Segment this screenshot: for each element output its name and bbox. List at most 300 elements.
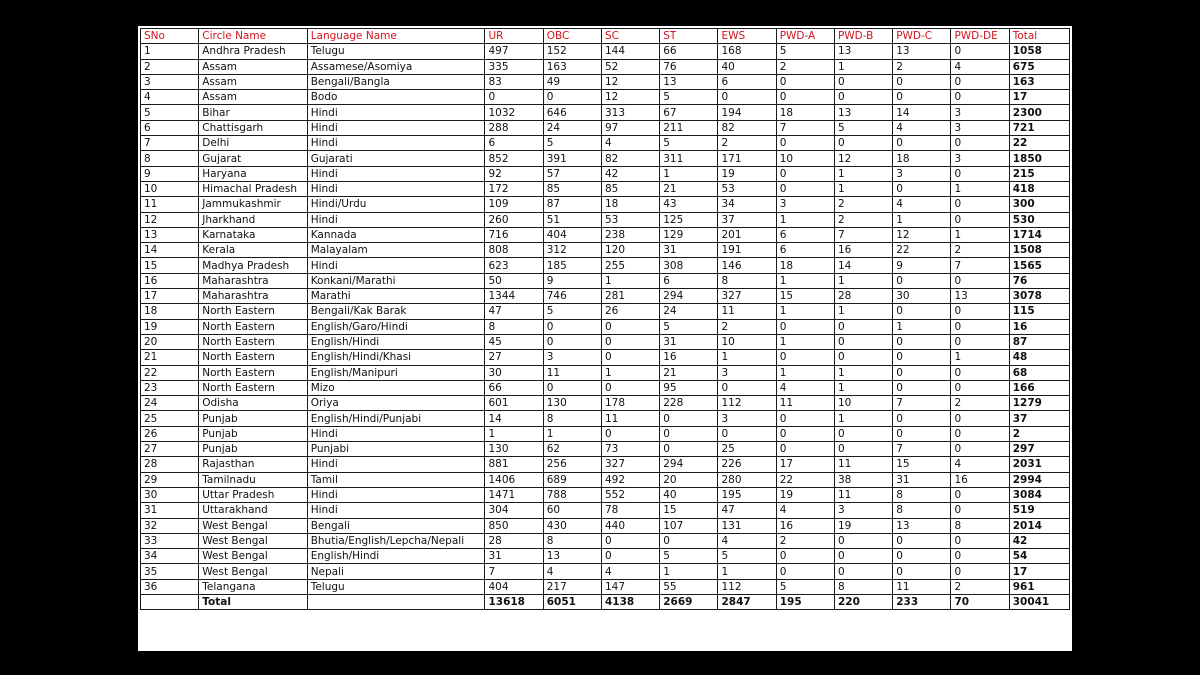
table-cell: 1344 [485,289,543,304]
table-cell: 5 [834,120,892,135]
table-cell: 327 [601,457,659,472]
table-cell: 2 [834,212,892,227]
table-row [141,350,1070,365]
table-cell: 125 [660,212,718,227]
table-cell: Bengali/Bangla [307,74,485,89]
table-body [141,44,1070,610]
table-cell: 0 [776,74,834,89]
table-cell: 37 [718,212,776,227]
table-cell: 85 [601,181,659,196]
table-cell: Bihar [199,105,307,120]
table-cell: 313 [601,105,659,120]
table-cell: 1 [834,59,892,74]
total-cell: 70 [951,594,1009,609]
column-header: SC [601,29,659,44]
table-cell: 297 [1009,442,1069,457]
table-cell: 211 [660,120,718,135]
table-cell: 2 [776,533,834,548]
table-cell: 2 [893,59,951,74]
table-cell: 0 [834,350,892,365]
column-header: PWD-B [834,29,892,44]
table-cell: 0 [776,426,834,441]
table-cell: 21 [141,350,199,365]
table-cell: 9 [893,258,951,273]
table-cell: 0 [660,442,718,457]
table-cell: 0 [601,533,659,548]
table-cell: 8 [141,151,199,166]
table-cell: 201 [718,227,776,242]
table-cell: 14 [893,105,951,120]
column-header: EWS [718,29,776,44]
table-cell: 152 [543,44,601,59]
table-cell: 171 [718,151,776,166]
table-cell: 11 [834,487,892,502]
table-cell: 55 [660,579,718,594]
table-cell: 404 [543,227,601,242]
table-cell: 13 [893,44,951,59]
table-cell: 6 [485,136,543,151]
table-cell: 12 [141,212,199,227]
table-cell: 1471 [485,487,543,502]
table-row [141,549,1070,564]
table-cell: 33 [141,533,199,548]
table-row [141,212,1070,227]
table-cell: 215 [1009,166,1069,181]
table-cell: 25 [718,442,776,457]
table-cell: 0 [543,380,601,395]
table-cell: English/Hindi [307,334,485,349]
table-cell: 16 [141,273,199,288]
table-cell: 327 [718,289,776,304]
table-cell: 0 [834,549,892,564]
table-cell: 961 [1009,579,1069,594]
table-cell: Gujarati [307,151,485,166]
table-cell: 0 [951,564,1009,579]
table-cell: 430 [543,518,601,533]
table-cell: 2 [951,579,1009,594]
table-cell: Hindi [307,166,485,181]
table-row [141,258,1070,273]
table-cell: 0 [951,136,1009,151]
table-cell: 53 [718,181,776,196]
table-row [141,90,1070,105]
table-cell: Odisha [199,396,307,411]
document-sheet [138,26,1072,651]
table-cell: 17 [776,457,834,472]
table-cell: 7 [485,564,543,579]
table-cell: 675 [1009,59,1069,74]
table-cell: 0 [834,90,892,105]
table-cell: 163 [1009,74,1069,89]
table-cell: 23 [141,380,199,395]
table-row [141,273,1070,288]
table-cell: 11 [601,411,659,426]
table-row [141,396,1070,411]
table-cell: 1 [834,166,892,181]
table-cell: 31 [485,549,543,564]
column-header: UR [485,29,543,44]
table-row [141,74,1070,89]
table-cell: English/Garo/Hindi [307,319,485,334]
table-cell: 168 [718,44,776,59]
table-cell: Hindi [307,426,485,441]
total-cell: Total [199,594,307,609]
table-cell: 31 [893,472,951,487]
column-header: Total [1009,29,1069,44]
table-cell: 881 [485,457,543,472]
table-cell: 82 [601,151,659,166]
table-row [141,503,1070,518]
table-cell: 238 [601,227,659,242]
table-cell: 109 [485,197,543,212]
table-cell: 0 [776,181,834,196]
table-cell: 0 [776,549,834,564]
table-cell: 3078 [1009,289,1069,304]
table-cell: 1406 [485,472,543,487]
table-header [141,29,1070,44]
table-cell: Telugu [307,579,485,594]
table-cell: 0 [951,74,1009,89]
table-cell: 2031 [1009,457,1069,472]
table-cell: 1 [893,319,951,334]
table-cell: 28 [485,533,543,548]
table-cell: 1 [601,273,659,288]
table-cell: 31 [660,334,718,349]
table-cell: Hindi [307,120,485,135]
table-cell: 788 [543,487,601,502]
table-cell: Nepali [307,564,485,579]
table-cell: 1 [141,44,199,59]
table-cell: 6 [776,227,834,242]
table-cell: 1 [776,365,834,380]
table-cell: 0 [834,136,892,151]
table-cell: 22 [1009,136,1069,151]
table-cell: 178 [601,396,659,411]
table-cell: 97 [601,120,659,135]
table-cell: 43 [660,197,718,212]
table-cell: 16 [776,518,834,533]
table-cell: 24 [543,120,601,135]
table-cell: 0 [951,487,1009,502]
table-cell: Mizo [307,380,485,395]
table-cell: 8 [718,273,776,288]
table-cell: 308 [660,258,718,273]
table-cell: Telugu [307,44,485,59]
table-cell: 15 [776,289,834,304]
table-cell: 13 [893,518,951,533]
table-cell: 3 [718,365,776,380]
table-cell: 13 [141,227,199,242]
table-cell: Bengali/Kak Barak [307,304,485,319]
table-cell: 17 [141,289,199,304]
vacancy-table [140,28,1070,610]
total-cell: 13618 [485,594,543,609]
table-row [141,181,1070,196]
table-cell: Hindi [307,487,485,502]
table-cell: 15 [141,258,199,273]
table-cell: 166 [1009,380,1069,395]
column-header: OBC [543,29,601,44]
table-cell: Assam [199,59,307,74]
table-cell: 76 [660,59,718,74]
table-cell: 82 [718,120,776,135]
table-cell: 0 [718,380,776,395]
table-cell: 8 [893,503,951,518]
table-cell: 808 [485,243,543,258]
table-cell: Hindi [307,105,485,120]
table-cell: 0 [776,442,834,457]
table-cell: 0 [951,334,1009,349]
table-cell: Bhutia/English/Lepcha/Nepali [307,533,485,548]
table-cell: 0 [951,380,1009,395]
table-cell: 2 [951,396,1009,411]
table-cell: Karnataka [199,227,307,242]
table-row [141,44,1070,59]
table-cell: 1 [951,227,1009,242]
table-cell: 5 [718,549,776,564]
table-cell: 4 [601,136,659,151]
table-cell: 0 [718,426,776,441]
table-cell: 57 [543,166,601,181]
table-cell: 0 [951,304,1009,319]
table-cell: 18 [141,304,199,319]
table-cell: 1 [485,426,543,441]
table-cell: 36 [141,579,199,594]
table-cell: 226 [718,457,776,472]
table-cell: 8 [543,533,601,548]
table-cell: 300 [1009,197,1069,212]
table-cell: Madhya Pradesh [199,258,307,273]
table-cell: 14 [485,411,543,426]
table-cell: 3 [834,503,892,518]
table-cell: 21 [660,181,718,196]
table-cell: 0 [834,442,892,457]
table-cell: Chattisgarh [199,120,307,135]
table-cell: 194 [718,105,776,120]
table-row [141,426,1070,441]
table-cell: 0 [951,319,1009,334]
table-row [141,197,1070,212]
table-cell: North Eastern [199,350,307,365]
table-cell: 0 [776,166,834,181]
table-cell: 0 [893,533,951,548]
table-cell: 0 [776,319,834,334]
table-cell: Hindi [307,212,485,227]
table-cell: Andhra Pradesh [199,44,307,59]
table-cell: Haryana [199,166,307,181]
table-cell: 1 [951,181,1009,196]
table-cell: 52 [601,59,659,74]
table-row [141,411,1070,426]
table-row [141,151,1070,166]
table-cell: 8 [543,411,601,426]
table-cell: 5 [543,136,601,151]
table-cell: Hindi [307,258,485,273]
table-cell: 2 [718,136,776,151]
table-cell: 22 [893,243,951,258]
table-cell: 12 [601,90,659,105]
total-cell [141,594,199,609]
table-cell: 10 [776,151,834,166]
table-cell: 0 [834,426,892,441]
column-header: SNo [141,29,199,44]
table-cell: 0 [893,74,951,89]
table-row [141,166,1070,181]
table-cell: 2014 [1009,518,1069,533]
column-header: PWD-DE [951,29,1009,44]
table-cell: 0 [893,181,951,196]
table-cell: 2 [834,197,892,212]
table-cell: 721 [1009,120,1069,135]
table-cell: 31 [660,243,718,258]
table-cell: 3 [893,166,951,181]
table-cell: North Eastern [199,334,307,349]
table-cell: 1 [834,304,892,319]
table-cell: Hindi [307,181,485,196]
table-cell: 172 [485,181,543,196]
table-cell: 67 [660,105,718,120]
table-row [141,243,1070,258]
table-cell: 19 [141,319,199,334]
table-cell: 0 [543,334,601,349]
table-cell: 0 [951,166,1009,181]
table-cell: 1 [776,273,834,288]
table-cell: 0 [834,334,892,349]
table-cell: 8 [485,319,543,334]
table-cell: 0 [893,411,951,426]
table-cell: 0 [951,533,1009,548]
table-cell: 195 [718,487,776,502]
table-cell: 2 [1009,426,1069,441]
table-cell: 0 [834,74,892,89]
table-cell: 45 [485,334,543,349]
table-cell: 10 [834,396,892,411]
table-cell: 51 [543,212,601,227]
table-cell: 22 [141,365,199,380]
table-cell: 0 [951,44,1009,59]
table-cell: 4 [951,457,1009,472]
table-cell: 0 [660,426,718,441]
table-cell: 68 [1009,365,1069,380]
table-cell: Hindi/Urdu [307,197,485,212]
table-cell: 0 [893,273,951,288]
table-cell: 0 [951,549,1009,564]
table-cell: 716 [485,227,543,242]
table-cell: 95 [660,380,718,395]
total-cell: 30041 [1009,594,1069,609]
table-cell: 852 [485,151,543,166]
table-cell: 492 [601,472,659,487]
table-cell: 552 [601,487,659,502]
table-row [141,487,1070,502]
table-cell: 48 [1009,350,1069,365]
table-cell: 0 [893,426,951,441]
table-cell: 14 [141,243,199,258]
total-cell: 195 [776,594,834,609]
table-cell: 0 [951,442,1009,457]
table-cell: 3084 [1009,487,1069,502]
table-cell: 0 [951,197,1009,212]
table-cell: 601 [485,396,543,411]
table-cell: 85 [543,181,601,196]
table-cell: 1 [834,181,892,196]
table-cell: 0 [601,319,659,334]
table-cell: North Eastern [199,380,307,395]
table-cell: 0 [485,90,543,105]
table-cell: 404 [485,579,543,594]
table-cell: 0 [543,319,601,334]
table-cell: 3 [951,120,1009,135]
table-cell: 5 [660,90,718,105]
table-cell: 5 [776,44,834,59]
column-header: PWD-C [893,29,951,44]
table-cell: Kannada [307,227,485,242]
table-cell: 5 [776,579,834,594]
table-cell: 3 [951,151,1009,166]
table-cell: 11 [141,197,199,212]
table-cell: 3 [718,411,776,426]
table-cell: Punjab [199,411,307,426]
table-cell: 689 [543,472,601,487]
table-cell: 19 [834,518,892,533]
table-cell: 0 [893,90,951,105]
total-cell: 6051 [543,594,601,609]
table-cell: Punjabi [307,442,485,457]
table-cell: Jharkhand [199,212,307,227]
table-cell: Kerala [199,243,307,258]
table-row [141,120,1070,135]
table-cell: 50 [485,273,543,288]
table-cell: 25 [141,411,199,426]
table-cell: 4 [951,59,1009,74]
table-cell: 0 [951,411,1009,426]
header-row [141,29,1070,44]
table-cell: 0 [951,365,1009,380]
table-cell: 129 [660,227,718,242]
table-cell: 6 [718,74,776,89]
table-cell: 0 [601,549,659,564]
table-cell: 1 [718,564,776,579]
table-cell: 0 [776,411,834,426]
table-cell: 1714 [1009,227,1069,242]
table-cell: 646 [543,105,601,120]
table-cell: English/Hindi [307,549,485,564]
table-cell: Punjab [199,426,307,441]
table-cell: 20 [141,334,199,349]
table-cell: 0 [893,365,951,380]
table-cell: 1279 [1009,396,1069,411]
table-row [141,518,1070,533]
table-cell: 1 [543,426,601,441]
table-cell: 8 [893,487,951,502]
table-cell: 20 [660,472,718,487]
table-cell: 9 [543,273,601,288]
table-cell: 12 [834,151,892,166]
table-cell: 0 [776,564,834,579]
table-cell: 0 [834,564,892,579]
table-cell: 2 [776,59,834,74]
table-cell: 280 [718,472,776,487]
table-cell: 30 [141,487,199,502]
table-cell: 5 [660,549,718,564]
table-cell: Tamil [307,472,485,487]
table-cell: 5 [660,319,718,334]
table-cell: 32 [141,518,199,533]
table-cell: 28 [834,289,892,304]
table-cell: 0 [660,411,718,426]
table-cell: 1 [776,212,834,227]
table-cell: Bengali [307,518,485,533]
